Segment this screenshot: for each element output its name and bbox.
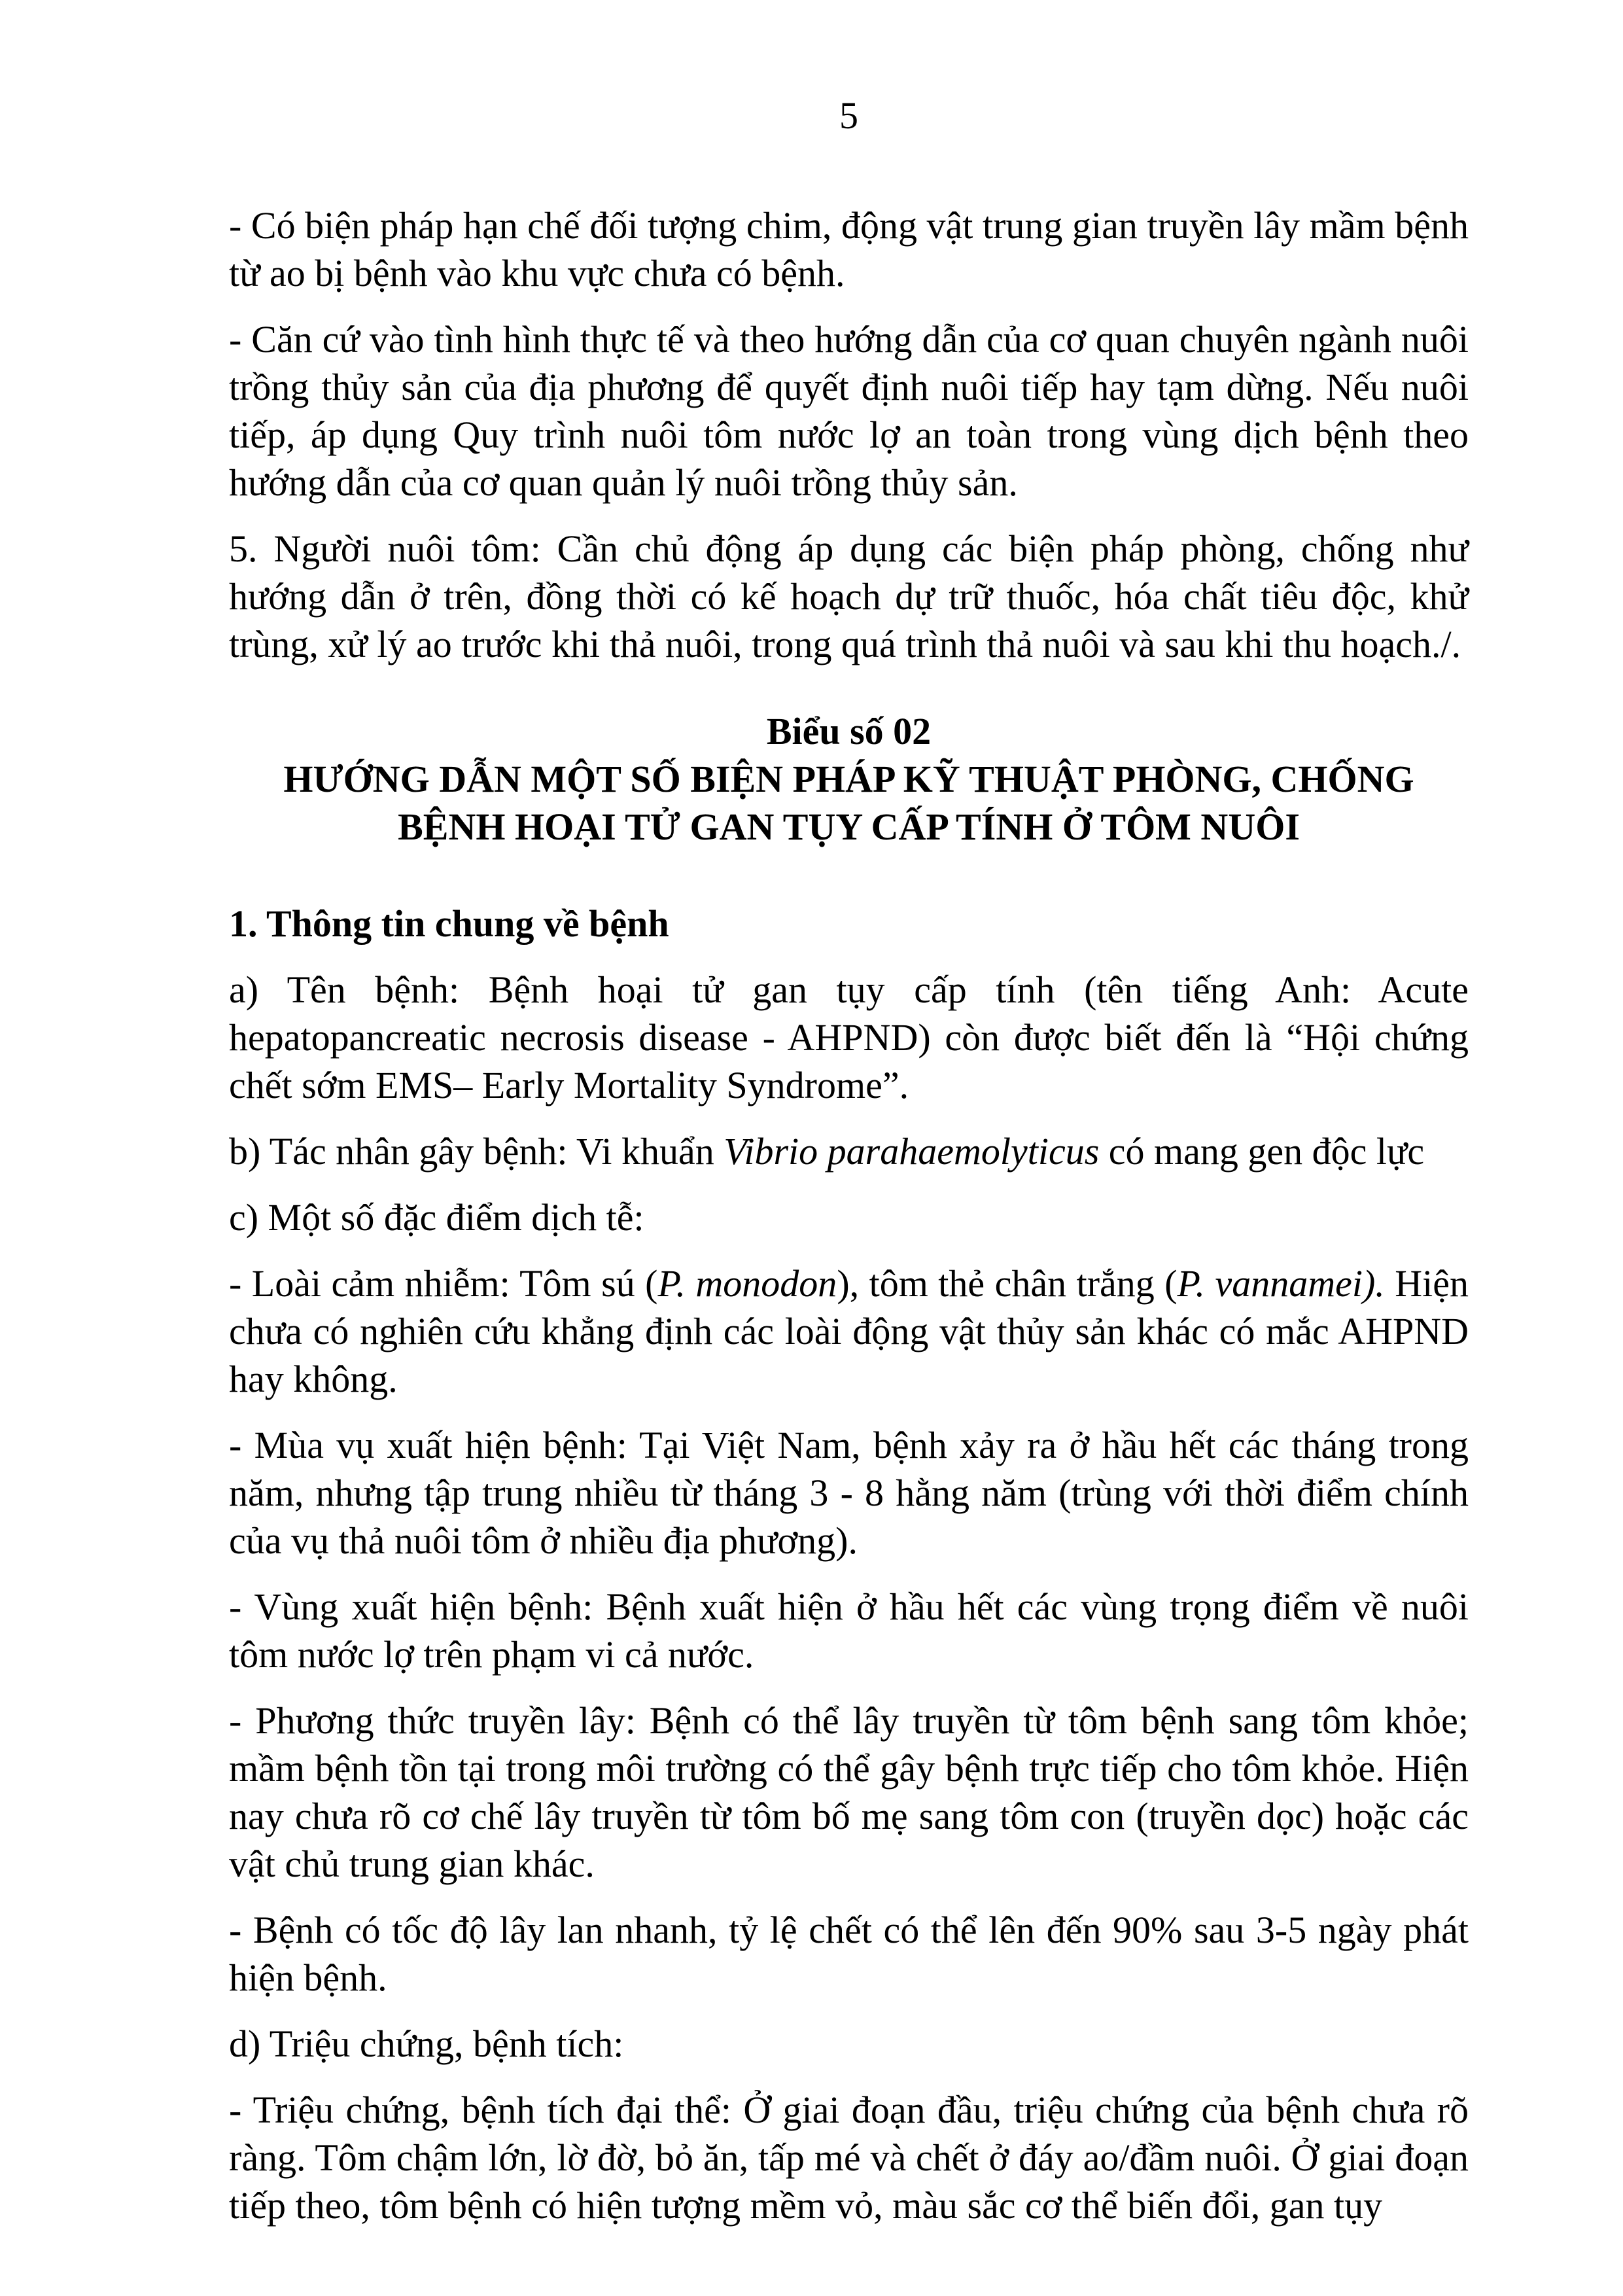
text-run: - Căn cứ vào tình hình thực tế và theo hướng dẫn của cơ quan chuyên ngành nuôi trồng thủy sản của địa phương để quyết định nuôi tiếp hay tạm dừng. Nếu nuôi tiếp, áp dụng Quy trình nuôi tôm nước lợ an toàn trong vùng dịch bệnh theo hướng dẫn của cơ quan quản lý nuôi trồng thủy sản. (229, 318, 1469, 504)
text-run: - Mùa vụ xuất hiện bệnh: Tại Việt Nam, bệnh xảy ra ở hầu hết các tháng trong năm, nhưng tập trung nhiều từ tháng 3 - 8 hằng năm (trùng với thời điểm chính của vụ thả nuôi tôm ở nhiều địa phương). (229, 1424, 1469, 1562)
text-run: - Phương thức truyền lây: Bệnh có thể lây truyền từ tôm bệnh sang tôm khỏe; mầm bệnh tồn tại trong môi trường có thể gây bệnh trực tiếp cho tôm khỏe. Hiện nay chưa rõ cơ chế lây truyền từ tôm bố mẹ sang tôm con (truyền dọc) hoặc các vật chủ trung gian khác. (229, 1699, 1469, 1885)
intro-paragraphs (229, 202, 1469, 668)
text-run: c) Một số đặc điểm dịch tễ: (229, 1196, 644, 1239)
title-block (229, 707, 1469, 851)
paragraph (229, 202, 1469, 297)
text-run: d) Triệu chứng, bệnh tích: (229, 2022, 624, 2065)
section-1-heading: 1. Thông tin chung về bệnh (229, 902, 669, 945)
paragraph (229, 966, 1469, 1109)
paragraph (229, 1583, 1469, 1678)
text-run: ), tôm thẻ chân trắng ( (837, 1262, 1178, 1305)
page-number: 5 (839, 94, 858, 137)
section-1-paragraphs (229, 966, 1469, 2229)
text-run: có mang gen độc lực (1099, 1130, 1425, 1173)
text-run: - Có biện pháp hạn chế đối tượng chim, động vật trung gian truyền lây mầm bệnh từ ao bị bệnh vào khu vực chưa có bệnh. (229, 204, 1469, 294)
paragraph (229, 1193, 1469, 1241)
document-title-line-2: BỆNH HOẠI TỬ GAN TỤY CẤP TÍNH Ở TÔM NUÔI (398, 805, 1300, 848)
italic-text-run: P. monodon (657, 1262, 837, 1305)
paragraph (229, 1127, 1469, 1175)
paragraph (229, 1260, 1469, 1403)
text-run: a) Tên bệnh: Bệnh hoại tử gan tụy cấp tính (tên tiếng Anh: Acute hepatopancreatic necrosis disease - AHPND) còn được biết đến là “Hội chứng chết sớm EMS– Early Mortality Syndrome”. (229, 968, 1469, 1106)
paragraph (229, 2086, 1469, 2229)
text-run: 5. Người nuôi tôm: Cần chủ động áp dụng các biện pháp phòng, chống như hướng dẫn ở trên, đồng thời có kế hoạch dự trữ thuốc, hóa chất tiêu độc, khử trùng, xử lý ao trước khi thả nuôi, trong quá trình thả nuôi và sau khi thu hoạch./. (229, 527, 1469, 665)
text-run: - Vùng xuất hiện bệnh: Bệnh xuất hiện ở hầu hết các vùng trọng điểm về nuôi tôm nước lợ trên phạm vi cả nước. (229, 1585, 1469, 1676)
text-run: Hiện chưa có nghiên cứu khẳng định các loài động vật thủy sản khác có mắc AHPND hay không. (229, 1262, 1469, 1400)
paragraph (229, 315, 1469, 506)
text-run: - Loài cảm nhiễm: Tôm sú ( (229, 1262, 658, 1305)
table-number-heading: Biểu số 02 (766, 710, 932, 752)
italic-text-run: P. vannamei). (1177, 1262, 1385, 1305)
text-run: - Bệnh có tốc độ lây lan nhanh, tỷ lệ chết có thể lên đến 90% sau 3-5 ngày phát hiện bệnh. (229, 1909, 1469, 1999)
text-run: b) Tác nhân gây bệnh: Vi khuẩn (229, 1130, 724, 1173)
document-title-line-1: HƯỚNG DẪN MỘT SỐ BIỆN PHÁP KỸ THUẬT PHÒNG, CHỐNG (283, 758, 1414, 800)
paragraph (229, 1421, 1469, 1564)
paragraph (229, 1697, 1469, 1888)
paragraph (229, 525, 1469, 668)
italic-text-run: Vibrio parahaemolyticus (724, 1130, 1100, 1173)
paragraph (229, 1906, 1469, 2002)
paragraph (229, 2020, 1469, 2068)
text-run: - Triệu chứng, bệnh tích đại thể: Ở giai đoạn đầu, triệu chứng của bệnh chưa rõ ràng. Tôm chậm lớn, lờ đờ, bỏ ăn, tấp mé và chết ở đáy ao/đầm nuôi. Ở giai đoạn tiếp theo, tôm bệnh có hiện tượng mềm vỏ, màu sắc cơ thể biến đổi, gan tụy (229, 2089, 1469, 2227)
